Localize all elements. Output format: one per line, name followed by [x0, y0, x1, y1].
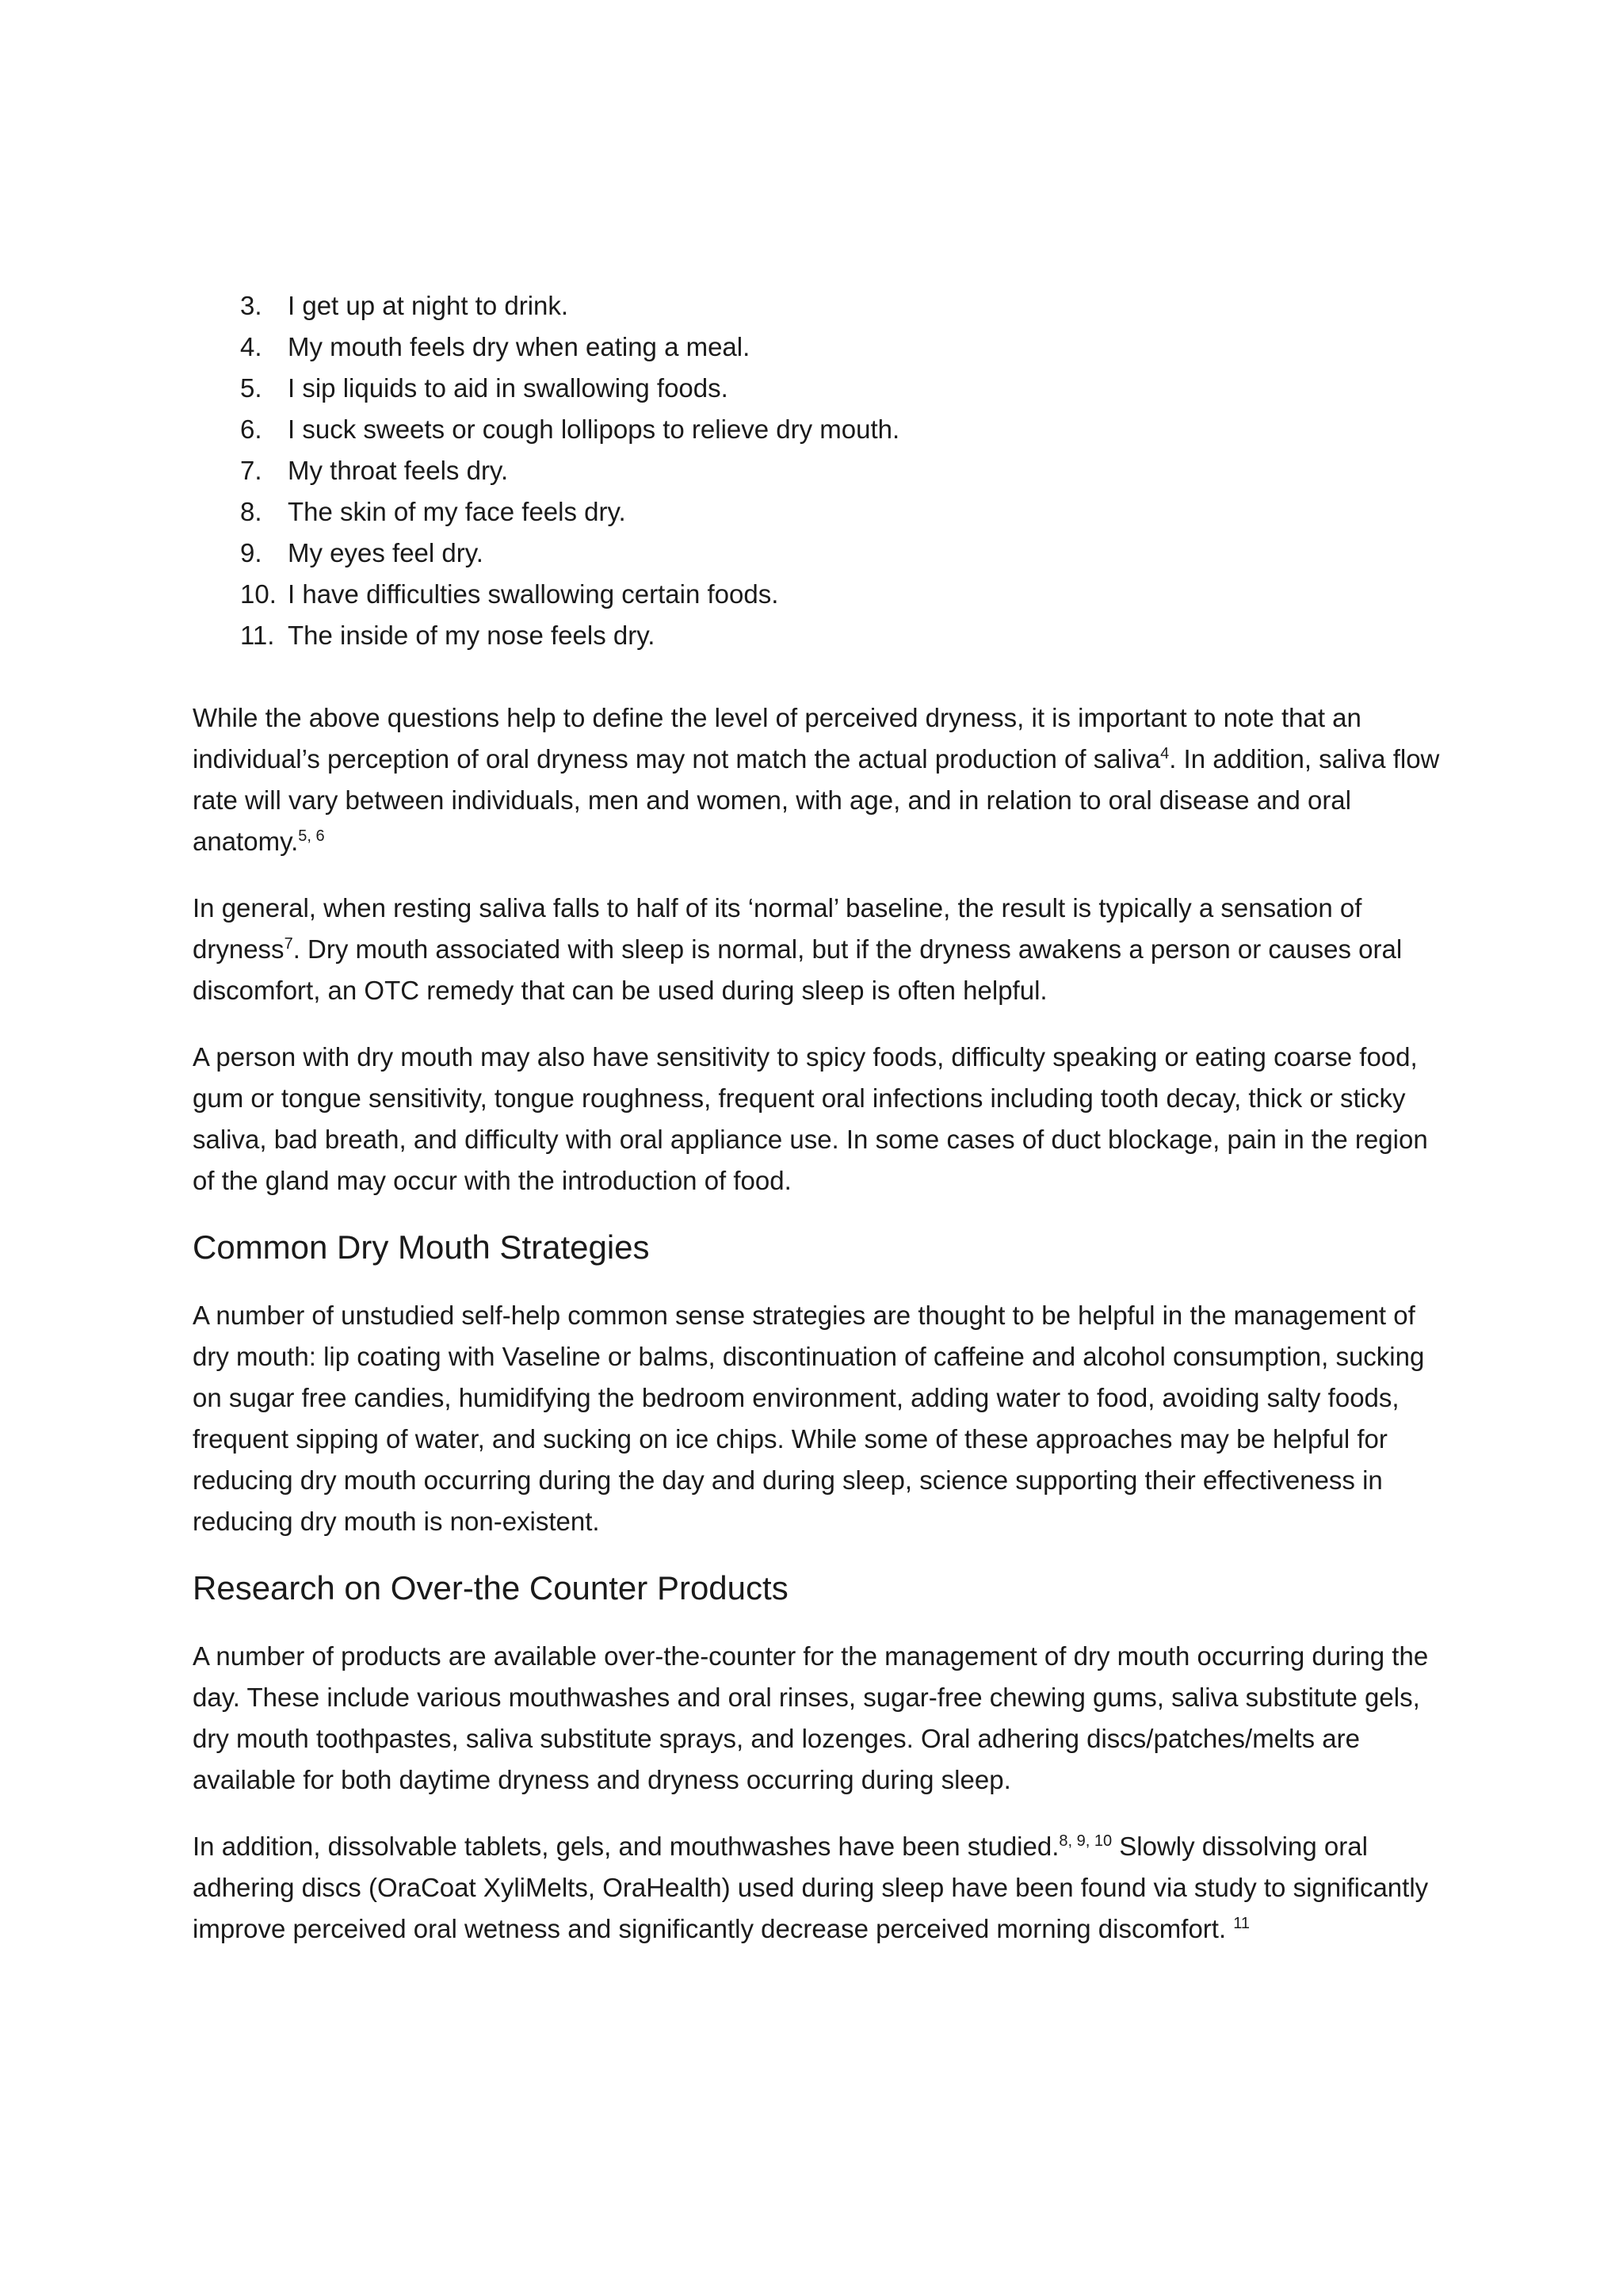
- paragraph-otc-products: A number of products are available over-the-counter for the management of dry mouth occurring during the day. These include various mouthwashes and oral rinses, sugar-free chewing gums, saliva substitute gels, dry mouth toothpastes, saliva substitute sprays, and lozenges. Oral adhering discs/patches/melts are available for both daytime dryness and dryness occurring during sleep.: [193, 1641, 1429, 1794]
- section-heading-otc-research: Research on Over-the Counter Products: [193, 1569, 789, 1606]
- list-item-text: I get up at night to drink.: [288, 291, 569, 320]
- list-item: [193, 450, 1453, 491]
- citation-superscript: 7: [284, 935, 293, 953]
- list-item: [193, 615, 1453, 656]
- section-heading-common-strategies: Common Dry Mouth Strategies: [193, 1228, 650, 1266]
- list-item-number: 8.: [240, 497, 262, 526]
- list-item-text: I have difficulties swallowing certain foods.: [288, 579, 779, 609]
- paragraph-text: . In addition, saliva flow rate will vary between individuals, men and women, with age, and in relation to oral disease and oral anatomy.: [193, 744, 1440, 856]
- paragraph-text: In addition, dissolvable tablets, gels, and mouthwashes have been studied.: [193, 1832, 1060, 1861]
- list-item-text: My eyes feel dry.: [288, 538, 483, 567]
- list-item-text: I sip liquids to aid in swallowing foods.: [288, 373, 728, 403]
- list-item: [193, 327, 1453, 368]
- questionnaire-list: [193, 285, 1453, 656]
- citation-superscript: 11: [1233, 1915, 1251, 1932]
- citation-superscript: 5, 6: [298, 827, 325, 845]
- list-item: [193, 491, 1453, 533]
- list-item-text: My mouth feels dry when eating a meal.: [288, 332, 750, 361]
- paragraph-symptoms: A person with dry mouth may also have sensitivity to spicy foods, difficulty speaking or eating coarse food, gum or tongue sensitivity, tongue roughness, frequent oral infections including tooth decay, thick or sticky saliva, bad breath, and difficulty with oral appliance use. In some cases of duct blockage, pain in the region of the gland may occur with the introduction of food.: [193, 1042, 1428, 1195]
- list-item: [193, 574, 1453, 615]
- paragraph-text: In general, when resting saliva falls to half of its ‘normal’ baseline, the result is typically a sensation of dryness: [193, 893, 1362, 964]
- list-item-number: 3.: [240, 291, 262, 320]
- list-item: [193, 409, 1453, 450]
- list-item-text: My throat feels dry.: [288, 456, 509, 485]
- paragraph-strategies: A number of unstudied self-help common sense strategies are thought to be helpful in the management of dry mouth: lip coating with Vaseline or balms, discontinuation of caffeine and alcohol consumption, sucking on sugar free candies, humidifying the bedroom environment, adding water to food, avoiding salty foods, frequent sipping of water, and sucking on ice chips. While some of these approaches may be helpful for reducing dry mouth occurring during the day and during sleep, science supporting their effectiveness in reducing dry mouth is non-existent.: [193, 1301, 1425, 1536]
- list-item-number: 5.: [240, 373, 262, 403]
- list-item-number: 11.: [240, 621, 275, 650]
- list-item-number: 9.: [240, 538, 262, 567]
- list-item-text: The skin of my face feels dry.: [288, 497, 626, 526]
- document-page: [193, 285, 1453, 1950]
- list-item-number: 4.: [240, 332, 262, 361]
- list-item: [193, 533, 1453, 574]
- list-item-text: The inside of my nose feels dry.: [288, 621, 655, 650]
- citation-superscript: 4: [1160, 745, 1170, 762]
- paragraph-resting-saliva: [193, 888, 1453, 1011]
- list-item-number: 7.: [240, 456, 262, 485]
- list-item: [193, 285, 1453, 327]
- list-item: [193, 368, 1453, 409]
- paragraph-studies: [193, 1826, 1453, 1950]
- list-item-number: 10.: [240, 579, 277, 609]
- paragraph-text: . Dry mouth associated with sleep is normal, but if the dryness awakens a person or causes oral discomfort, an OTC remedy that can be used during sleep is often helpful.: [193, 934, 1403, 1005]
- paragraph-text: While the above questions help to define the level of perceived dryness, it is important to note that an individual’s perception of oral dryness may not match the actual production of saliva: [193, 703, 1361, 774]
- list-item-text: I suck sweets or cough lollipops to relieve dry mouth.: [288, 415, 900, 444]
- paragraph-text: Slowly dissolving oral adhering discs (OraCoat XyliMelts, OraHealth) used during sleep have been found via study to significantly improve perceived oral wetness and significantly decrease perceived morning discomfort.: [193, 1832, 1429, 1943]
- citation-superscript: 8, 9, 10: [1059, 1832, 1113, 1850]
- list-item-number: 6.: [240, 415, 262, 444]
- paragraph-perceived-dryness: [193, 697, 1453, 862]
